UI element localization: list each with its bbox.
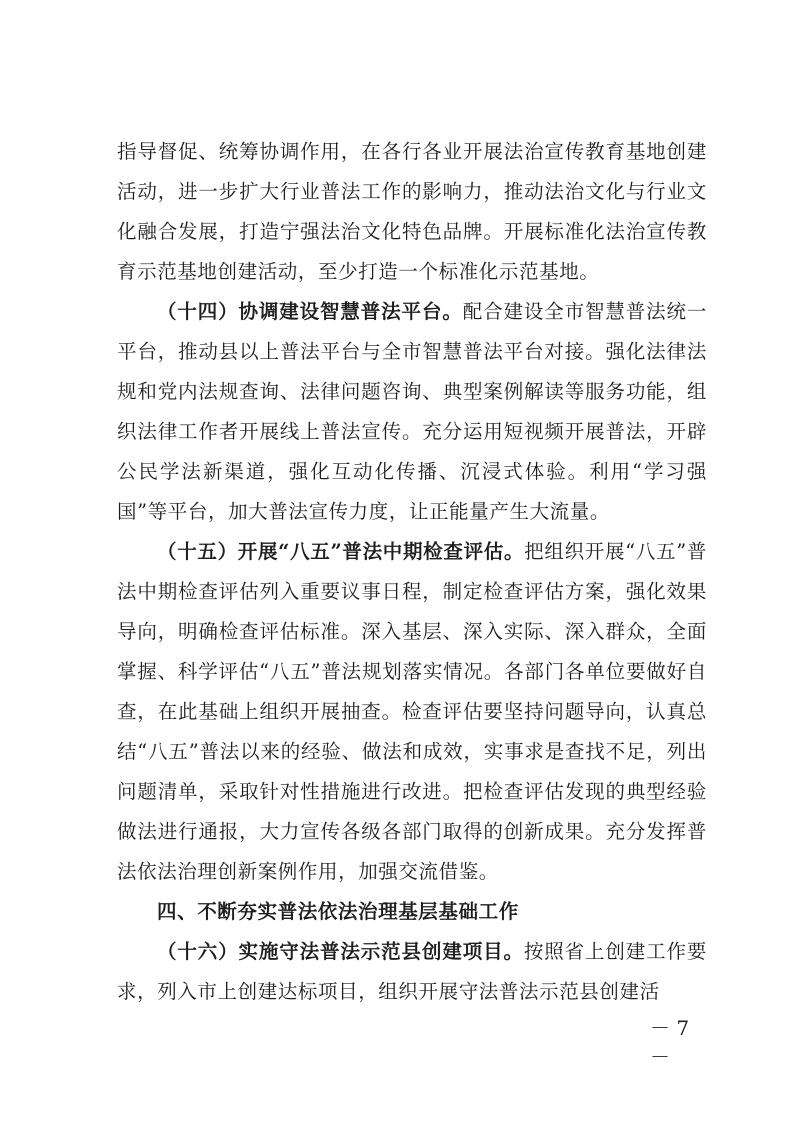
paragraph-text: 配合建设全市智慧普法统一平台，推动县以上普法平台与全市智慧普法平台对接。强化法律法规和党内法规查询、法律问题咨询、典型案例解读等服务功能，组织法律工作者开展线上普法宣传。充分运用短视频开展普法，开辟公民学法新渠道，强化互动化传播、沉浸式体验。利用“学习强国”等平台，加大普法宣传力度，让正能量产生大流量。: [117, 300, 707, 523]
page-number: － 7 －: [650, 1016, 690, 1069]
document-body: [117, 132, 707, 1012]
paragraph-text: 把组织开展“八五”普法中期检查评估列入重要议事日程，制定检查评估方案，强化效果导向，明确检查评估标准。深入基层、深入实际、深入群众，全面掌握、科学评估“八五”普法规划落实情况。各部门各单位要做好自查，在此基础上组织开展抽查。检查评估要坚持问题导向，认真总结“八五”普法以来的经验、做法和成效，实事求是查找不足，列出问题清单，采取针对性措施进行改进。把检查评估发现的典型经验做法进行通报，大力宣传各级各部门取得的创新成果。充分发挥普法依法治理创新案例作用，加强交流借鉴。: [117, 540, 707, 883]
paragraph-demo-county: [117, 932, 707, 1012]
paragraph-text: 指导督促、统筹协调作用，在各行各业开展法治宣传教育基地创建活动，进一步扩大行业普法工作的影响力，推动法治文化与行业文化融合发展，打造宁强法治文化特色品牌。开展标准化法治宣传教育示范基地创建活动，至少打造一个标准化示范基地。: [117, 140, 707, 283]
paragraph-midterm-evaluation: [117, 532, 707, 892]
paragraph-heading: （十四）协调建设智慧普法平台。: [157, 300, 463, 323]
section-title: 四、不断夯实普法依法治理基层基础工作: [157, 900, 519, 923]
paragraph-smart-platform: [117, 292, 707, 532]
paragraph-heading: （十五）开展“八五”普法中期检查评估。: [157, 540, 525, 563]
paragraph-text: 按照省上创建工作要求，列入市上创建达标项目，组织开展守法普法示范县创建活: [117, 940, 707, 1003]
section-heading: [117, 892, 707, 932]
paragraph-continuation: [117, 132, 707, 292]
paragraph-heading: （十六）实施守法普法示范县创建项目。: [157, 940, 524, 963]
